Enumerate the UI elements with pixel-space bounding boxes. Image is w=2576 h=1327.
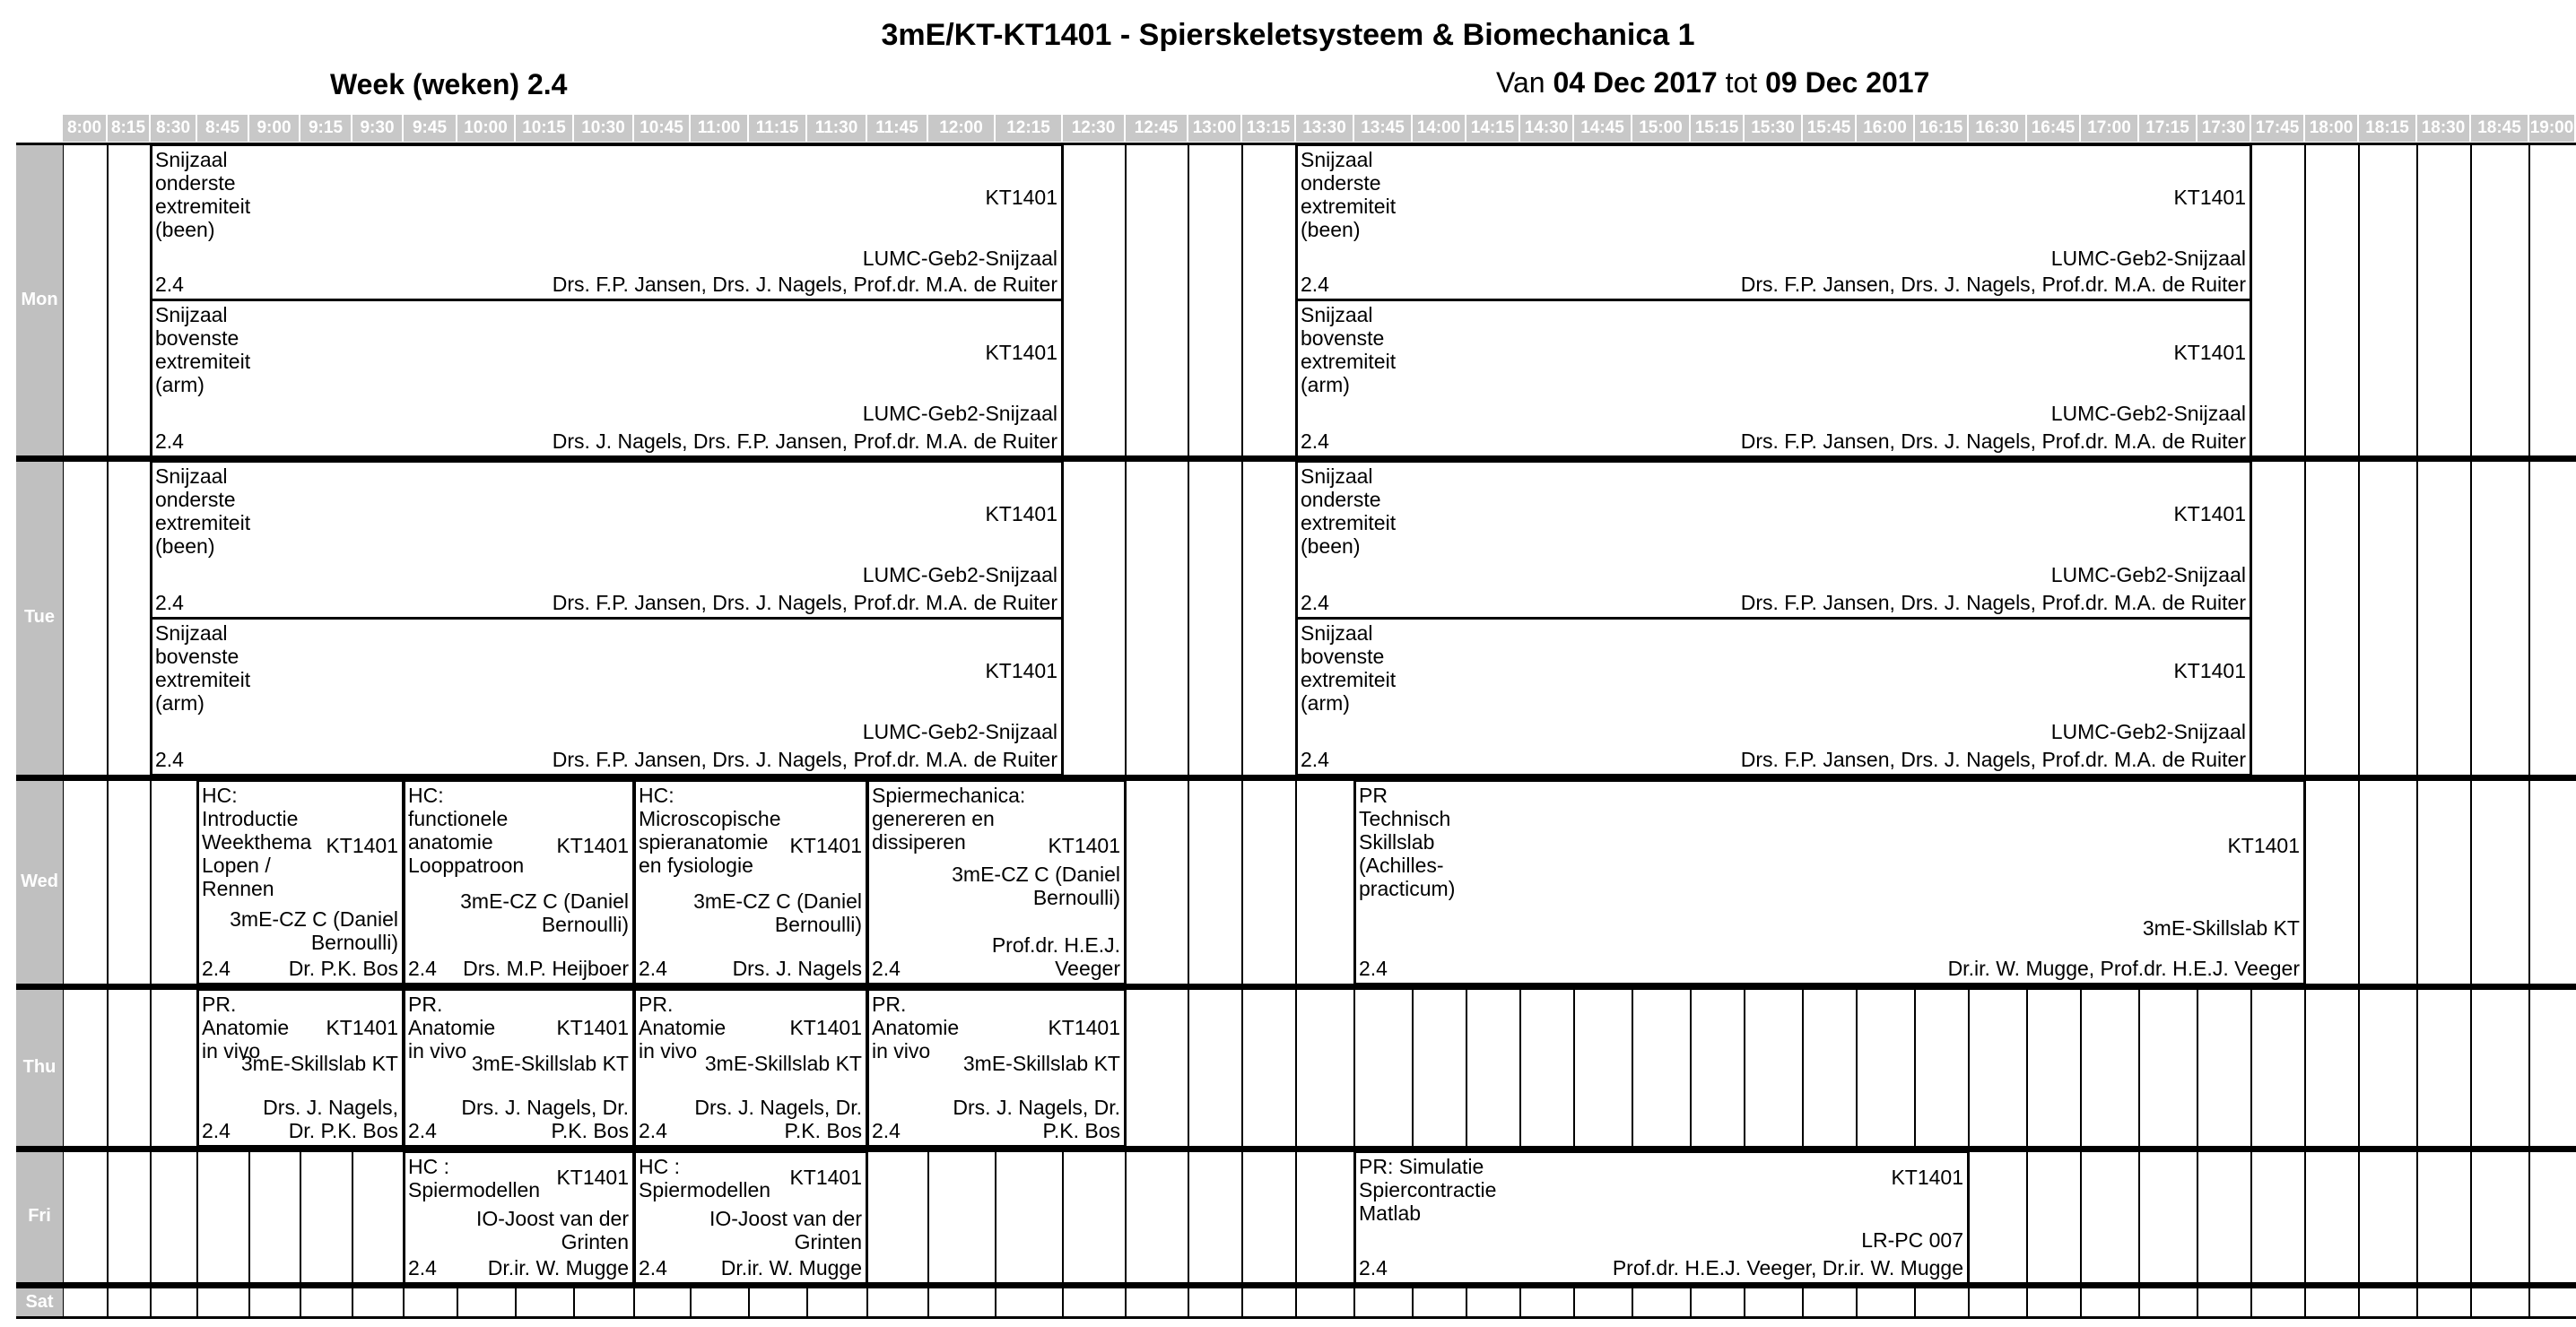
- event-course: KT1401: [985, 502, 1057, 525]
- event-staff: Drs. F.P. Jansen, Drs. J. Nagels, Prof.dr. M.A. de Ruiter: [1740, 591, 2246, 614]
- event-title: Snijzaal bovenste extremiteit (arm): [155, 621, 251, 715]
- schedule-event[interactable]: [403, 779, 635, 985]
- event-course: KT1401: [2173, 341, 2246, 364]
- time-slot-header: 15:30: [1745, 115, 1803, 142]
- event-course: KT1401: [556, 1016, 629, 1039]
- schedule-event[interactable]: [1353, 779, 2306, 985]
- event-title: PR. Anatomie in vivo: [408, 993, 496, 1062]
- event-staff: Drs. J. Nagels, Dr. P.K. Bos: [953, 1096, 1120, 1142]
- event-staff: Drs. F.P. Jansen, Drs. J. Nagels, Prof.dr. M.A. de Ruiter: [1740, 429, 2246, 453]
- event-title: PR. Anatomie in vivo: [639, 993, 727, 1062]
- time-slot-header: 9:45: [404, 115, 457, 142]
- event-week: 2.4: [1301, 591, 1329, 614]
- day-label-sat: Sat: [16, 1287, 63, 1318]
- time-slot-header: 18:15: [2359, 115, 2417, 142]
- schedule-event[interactable]: [633, 1150, 868, 1285]
- time-slot-header: 13:00: [1188, 115, 1242, 142]
- event-week: 2.4: [872, 1119, 901, 1142]
- event-week: 2.4: [155, 273, 184, 296]
- grid-line: [1188, 143, 1189, 1318]
- event-week: 2.4: [1301, 273, 1329, 296]
- event-week: 2.4: [408, 1119, 437, 1142]
- event-staff: Drs. F.P. Jansen, Drs. J. Nagels, Prof.dr. M.A. de Ruiter: [1740, 273, 2246, 296]
- event-course: KT1401: [326, 834, 398, 857]
- schedule-event[interactable]: [150, 143, 1064, 301]
- grid-bottom-line: [16, 1316, 2576, 1319]
- event-staff: Drs. J. Nagels, Dr. P.K. Bos: [263, 1096, 398, 1142]
- time-slot-header: 18:00: [2305, 115, 2359, 142]
- time-slot-header: 11:30: [807, 115, 867, 142]
- time-slot-header: 17:00: [2081, 115, 2139, 142]
- time-slot-header: 18:30: [2417, 115, 2471, 142]
- schedule-event[interactable]: [150, 617, 1064, 776]
- event-course: KT1401: [2227, 834, 2300, 857]
- event-title: PR Technisch Skillslab (Achilles- practicum): [1359, 784, 1456, 900]
- event-week: 2.4: [155, 591, 184, 614]
- event-title: HC: Microscopische spieranatomie en fysiologie: [639, 784, 781, 877]
- event-course: KT1401: [789, 1016, 862, 1039]
- event-week: 2.4: [872, 957, 901, 980]
- event-week: 2.4: [202, 957, 231, 980]
- event-location: LUMC-Geb2-Snijzaal: [862, 563, 1057, 586]
- event-course: KT1401: [2173, 502, 2246, 525]
- event-staff: Prof.dr. H.E.J. Veeger: [991, 933, 1120, 980]
- range-end: 09 Dec 2017: [1765, 66, 1930, 99]
- event-week: 2.4: [408, 957, 437, 980]
- time-slot-header: 17:45: [2251, 115, 2305, 142]
- event-title: PR: Simulatie Spiercontractie Matlab: [1359, 1155, 1497, 1225]
- event-course: KT1401: [2173, 659, 2246, 682]
- week-label: Week (weken) 2.4: [330, 68, 568, 100]
- event-title: HC: Introductie Weekthema Lopen / Rennen: [202, 784, 312, 900]
- time-slot-header: 13:45: [1354, 115, 1413, 142]
- event-staff: Drs. J. Nagels, Dr. P.K. Bos: [461, 1096, 629, 1142]
- time-slot-header: 10:15: [516, 115, 574, 142]
- event-title: HC: functionele anatomie Looppatroon: [408, 784, 525, 877]
- time-slot-header: 12:00: [928, 115, 996, 142]
- day-label-thu: Thu: [16, 988, 63, 1146]
- time-slot-header: 11:00: [691, 115, 749, 142]
- event-week: 2.4: [639, 1256, 667, 1279]
- time-slot-header: 9:30: [352, 115, 404, 142]
- event-week: 2.4: [1301, 748, 1329, 771]
- event-staff: Drs. F.P. Jansen, Drs. J. Nagels, Prof.dr. M.A. de Ruiter: [552, 748, 1057, 771]
- event-title: PR. Anatomie in vivo: [872, 993, 960, 1062]
- time-slot-header: 17:30: [2197, 115, 2251, 142]
- date-range: [1496, 66, 1929, 100]
- event-title: HC : Spiermodellen: [408, 1155, 541, 1201]
- schedule-event[interactable]: [633, 779, 868, 985]
- grid-line: [1241, 143, 1243, 1318]
- event-week: 2.4: [1301, 429, 1329, 453]
- time-slot-header: 8:30: [151, 115, 197, 142]
- event-location: LUMC-Geb2-Snijzaal: [862, 402, 1057, 425]
- range-tot: tot: [1725, 66, 1758, 99]
- time-slot-header: 16:15: [1915, 115, 1969, 142]
- event-staff: Drs. J. Nagels, Drs. F.P. Jansen, Prof.dr. M.A. de Ruiter: [552, 429, 1057, 453]
- day-label-wed: Wed: [16, 779, 63, 984]
- event-location: 3mE-CZ C (Daniel Bernoulli): [952, 863, 1120, 909]
- range-start: 04 Dec 2017: [1553, 66, 1718, 99]
- event-title: HC : Spiermodellen: [639, 1155, 771, 1201]
- grid-line: [2416, 143, 2418, 1318]
- time-slot-header: 8:00: [63, 115, 108, 142]
- time-slot-header: 14:30: [1520, 115, 1574, 142]
- event-course: KT1401: [789, 834, 862, 857]
- event-location: LUMC-Geb2-Snijzaal: [2050, 720, 2246, 743]
- event-staff: Drs. M.P. Heijboer: [463, 957, 629, 980]
- event-location: 3mE-Skillslab KT: [471, 1052, 629, 1075]
- event-location: LUMC-Geb2-Snijzaal: [2050, 247, 2246, 270]
- event-course: KT1401: [985, 341, 1057, 364]
- event-location: 3mE-CZ C (Daniel Bernoulli): [230, 907, 398, 954]
- time-slot-header: 9:00: [249, 115, 300, 142]
- schedule-event[interactable]: [403, 1150, 635, 1285]
- grid-line: [2528, 143, 2530, 1318]
- event-course: KT1401: [985, 659, 1057, 682]
- schedule-event[interactable]: [196, 779, 405, 985]
- time-slot-header: 15:00: [1632, 115, 1691, 142]
- time-slot-header: 10:30: [574, 115, 634, 142]
- day-label-fri: Fri: [16, 1150, 63, 1282]
- event-staff: Drs. F.P. Jansen, Drs. J. Nagels, Prof.dr. M.A. de Ruiter: [1740, 748, 2246, 771]
- event-course: KT1401: [789, 1166, 862, 1189]
- day-label-mon: Mon: [16, 143, 63, 455]
- schedule-event[interactable]: [1295, 143, 2252, 301]
- event-location: IO-Joost van der Grinten: [709, 1207, 862, 1253]
- time-slot-header: 16:45: [2027, 115, 2081, 142]
- event-title: Snijzaal bovenste extremiteit (arm): [1301, 621, 1397, 715]
- event-staff: Dr.ir. W. Mugge, Prof.dr. H.E.J. Veeger: [1947, 957, 2300, 980]
- page-title: 3mE/KT-KT1401 - Spierskeletsysteem & Biomechanica 1: [881, 18, 1695, 52]
- event-course: KT1401: [2173, 186, 2246, 209]
- event-title: Snijzaal bovenste extremiteit (arm): [1301, 303, 1397, 396]
- event-location: 3mE-CZ C (Daniel Bernoulli): [460, 889, 629, 936]
- event-course: KT1401: [556, 834, 629, 857]
- time-slot-header: 14:00: [1413, 115, 1466, 142]
- grid-line: [2470, 143, 2472, 1318]
- event-location: LUMC-Geb2-Snijzaal: [2050, 563, 2246, 586]
- event-week: 2.4: [1359, 1256, 1388, 1279]
- time-slot-header: 18:45: [2471, 115, 2529, 142]
- schedule-event[interactable]: [866, 988, 1127, 1148]
- time-slot-header: 8:15: [108, 115, 151, 142]
- event-week: 2.4: [639, 1119, 667, 1142]
- event-week: 2.4: [1359, 957, 1388, 980]
- schedule-event[interactable]: [633, 988, 868, 1148]
- event-location: LUMC-Geb2-Snijzaal: [862, 247, 1057, 270]
- event-title: Snijzaal onderste extremiteit (been): [1301, 464, 1397, 558]
- event-staff: Drs. F.P. Jansen, Drs. J. Nagels, Prof.dr. M.A. de Ruiter: [552, 273, 1057, 296]
- time-slot-header: 14:45: [1574, 115, 1632, 142]
- time-slot-header: 10:45: [634, 115, 691, 142]
- day-label-tue: Tue: [16, 460, 63, 775]
- event-week: 2.4: [155, 429, 184, 453]
- day-separator: [16, 1282, 2576, 1288]
- time-slot-header: 17:15: [2139, 115, 2197, 142]
- time-slot-header: 14:15: [1466, 115, 1520, 142]
- schedule-event[interactable]: [196, 988, 405, 1148]
- event-title: Snijzaal onderste extremiteit (been): [1301, 148, 1397, 241]
- event-week: 2.4: [155, 748, 184, 771]
- event-title: Snijzaal onderste extremiteit (been): [155, 464, 251, 558]
- time-slot-header: 11:15: [749, 115, 807, 142]
- event-week: 2.4: [639, 957, 667, 980]
- event-location: LR-PC 007: [1861, 1228, 1963, 1252]
- schedule-event[interactable]: [150, 299, 1064, 458]
- event-staff: Prof.dr. H.E.J. Veeger, Dr.ir. W. Mugge: [1612, 1256, 1963, 1279]
- time-slot-header: 15:45: [1803, 115, 1857, 142]
- event-title: Spiermechanica: genereren en dissiperen: [872, 784, 1026, 854]
- range-van: Van: [1496, 66, 1545, 99]
- event-staff: Drs. J. Nagels, Dr. P.K. Bos: [694, 1096, 862, 1142]
- schedule-event[interactable]: [150, 460, 1064, 620]
- event-staff: Dr.ir. W. Mugge: [487, 1256, 629, 1279]
- time-slot-header: 13:30: [1296, 115, 1354, 142]
- time-slot-header: 13:15: [1242, 115, 1296, 142]
- event-location: IO-Joost van der Grinten: [475, 1207, 629, 1253]
- event-staff: Dr. P.K. Bos: [288, 957, 398, 980]
- time-slot-header: 10:00: [457, 115, 516, 142]
- event-course: KT1401: [985, 186, 1057, 209]
- time-slot-header: 12:45: [1126, 115, 1188, 142]
- event-staff: Drs. F.P. Jansen, Drs. J. Nagels, Prof.dr. M.A. de Ruiter: [552, 591, 1057, 614]
- event-location: LUMC-Geb2-Snijzaal: [862, 720, 1057, 743]
- time-slot-header: 16:00: [1857, 115, 1915, 142]
- event-staff: Dr.ir. W. Mugge: [720, 1256, 862, 1279]
- event-location: 3mE-Skillslab KT: [962, 1052, 1120, 1075]
- event-location: LUMC-Geb2-Snijzaal: [2050, 402, 2246, 425]
- event-title: Snijzaal onderste extremiteit (been): [155, 148, 251, 241]
- event-course: KT1401: [326, 1016, 398, 1039]
- time-slot-header: 11:45: [867, 115, 928, 142]
- event-course: KT1401: [1891, 1166, 1963, 1189]
- schedule-event[interactable]: [1295, 617, 2252, 776]
- event-location: 3mE-CZ C (Daniel Bernoulli): [693, 889, 862, 936]
- schedule-event[interactable]: [1295, 460, 2252, 620]
- schedule-event[interactable]: [403, 988, 635, 1148]
- time-slot-header: 8:45: [197, 115, 249, 142]
- time-slot-header: 12:15: [996, 115, 1063, 142]
- time-slot-header: 12:30: [1063, 115, 1126, 142]
- event-week: 2.4: [408, 1256, 437, 1279]
- grid-line: [2358, 143, 2360, 1318]
- grid-line: [2304, 143, 2306, 1318]
- event-course: KT1401: [1048, 834, 1120, 857]
- time-slot-header: 16:30: [1969, 115, 2027, 142]
- event-course: KT1401: [1048, 1016, 1120, 1039]
- time-slot-header: 19:00: [2529, 115, 2576, 142]
- event-location: 3mE-Skillslab KT: [240, 1052, 398, 1075]
- event-location: 3mE-Skillslab KT: [2142, 916, 2300, 940]
- schedule-event[interactable]: [1353, 1150, 1970, 1285]
- event-title: PR. Anatomie in vivo: [202, 993, 290, 1062]
- schedule-event[interactable]: [1295, 299, 2252, 458]
- event-title: Snijzaal bovenste extremiteit (arm): [155, 303, 251, 396]
- event-staff: Drs. J. Nagels: [732, 957, 862, 980]
- event-course: KT1401: [556, 1166, 629, 1189]
- time-slot-header: 9:15: [300, 115, 352, 142]
- event-location: 3mE-Skillslab KT: [704, 1052, 862, 1075]
- time-slot-header: 15:15: [1691, 115, 1745, 142]
- event-week: 2.4: [202, 1119, 231, 1142]
- schedule-event[interactable]: [866, 779, 1127, 985]
- grid-line: [107, 143, 109, 1318]
